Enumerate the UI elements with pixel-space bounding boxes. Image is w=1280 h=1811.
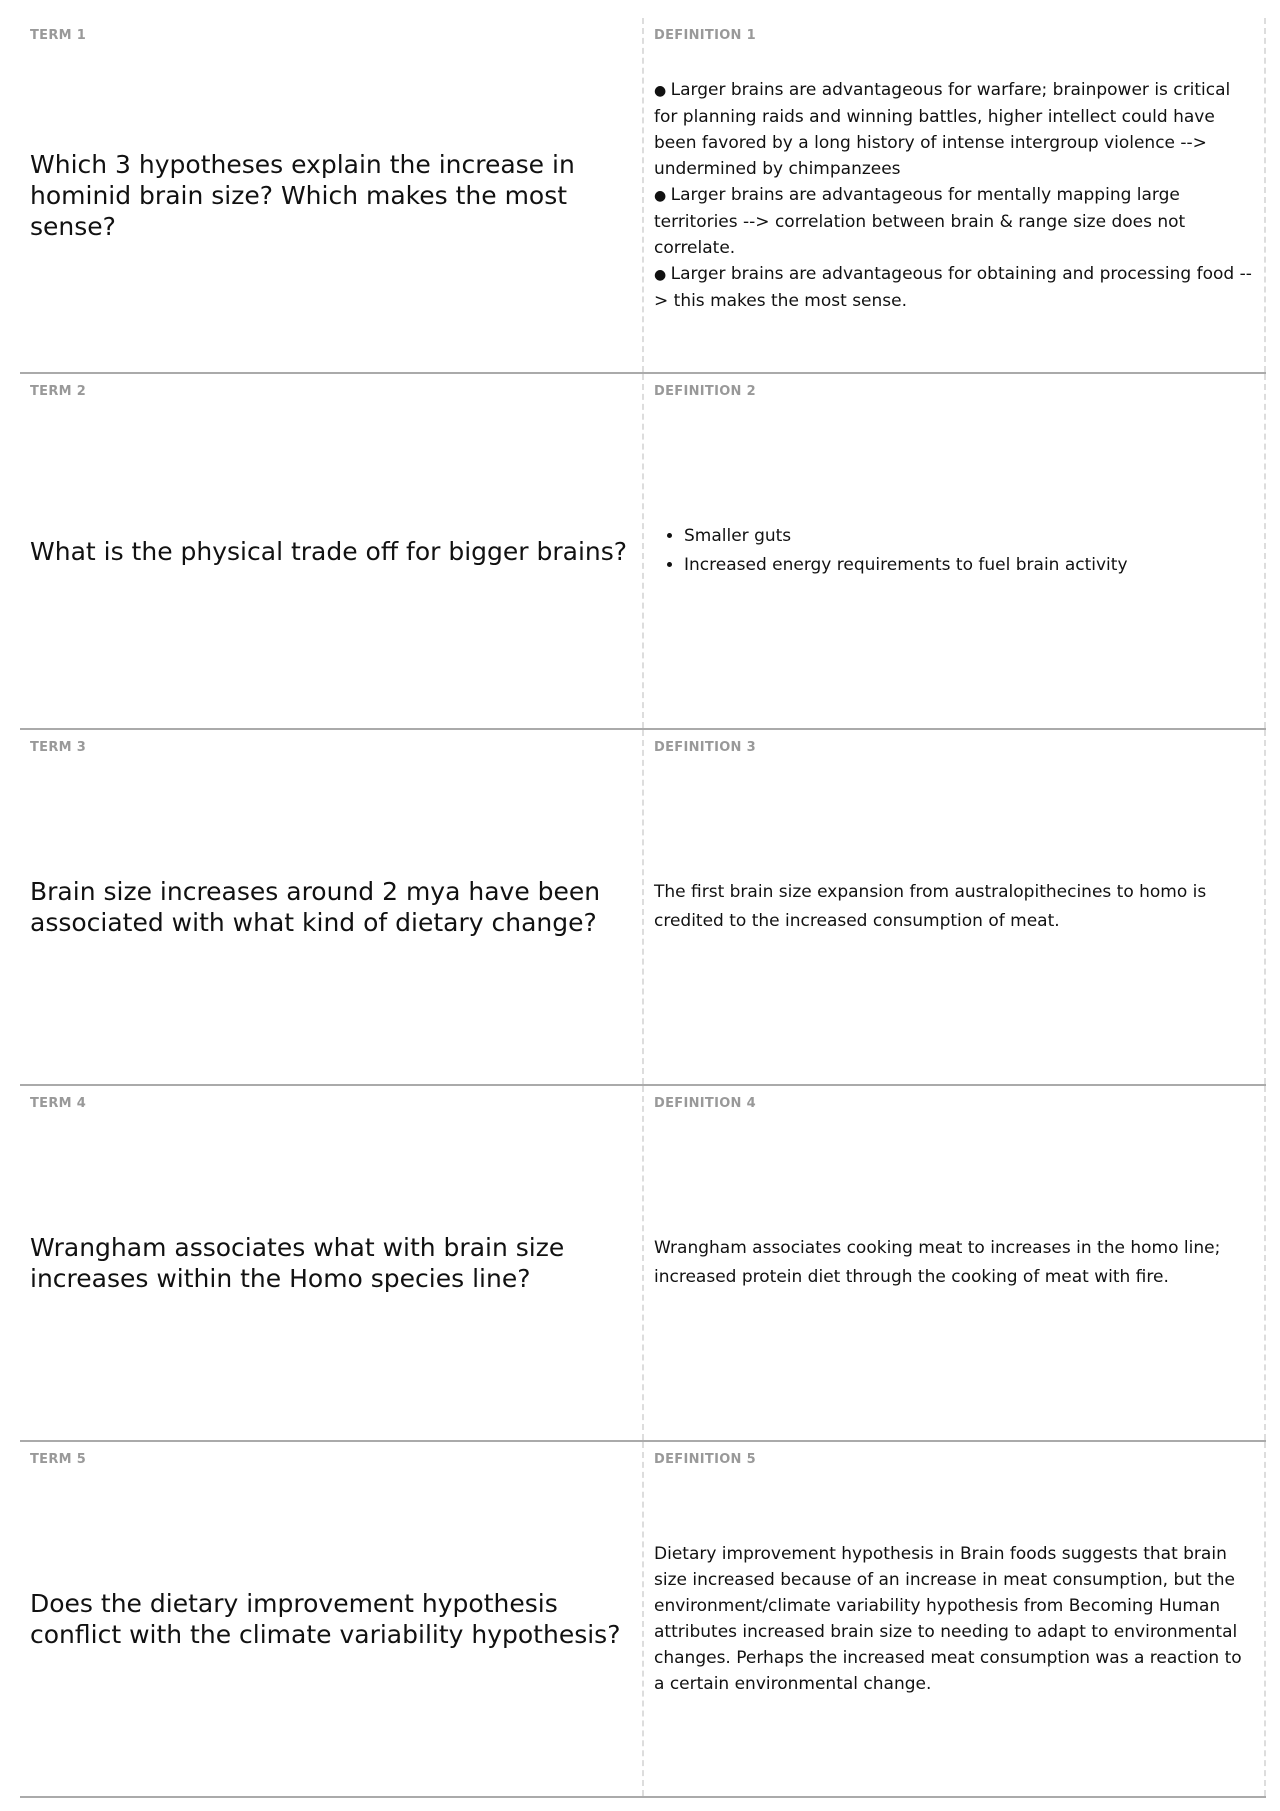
term-label: TERM 4 <box>30 1096 87 1111</box>
definition-cell <box>642 18 1266 372</box>
term-text: Does the dietary improvement hypothesis conflict with the climate variability hypothesis? <box>30 1589 621 1649</box>
term-cell <box>20 1442 642 1796</box>
bullet-paragraph <box>654 77 1254 182</box>
term-cell <box>20 730 642 1084</box>
bullet-text: Larger brains are advantageous for obtaining and processing food --> this makes the most sense. <box>654 263 1252 311</box>
flashcard-sheet <box>20 18 1266 1798</box>
bullet-text: Larger brains are advantageous for mentally mapping large territories --> correlation between brain & range size does not correlate. <box>654 184 1186 258</box>
bullet-icon: ● <box>654 266 671 283</box>
definition-text <box>654 77 1254 314</box>
definition-text: Dietary improvement hypothesis in Brain foods suggests that brain size increased because of an increase in meat consumption, but the environment/climate variability hypothesis from Becoming Human attributes increased brain size to needing to adapt to environmental changes. Perhaps the increased meat consumption was a reaction to a certain environmental change. <box>654 1544 1242 1694</box>
definition-label: DEFINITION 3 <box>654 740 756 755</box>
card-row-3 <box>20 730 1266 1086</box>
bullet-icon: ● <box>654 187 671 204</box>
bullet-paragraph <box>654 182 1254 261</box>
definition-cell <box>642 1086 1266 1440</box>
term-text: Brain size increases around 2 mya have been associated with what kind of dietary change? <box>30 877 601 937</box>
term-cell <box>20 374 642 728</box>
term-cell <box>20 1086 642 1440</box>
definition-text: Wrangham associates cooking meat to increases in the homo line; increased protein diet through the cooking of meat with fire. <box>654 1238 1221 1287</box>
list-item: • Increased energy requirements to fuel brain activity <box>684 551 1128 580</box>
definition-label: DEFINITION 2 <box>654 384 756 399</box>
bullet-text: Larger brains are advantageous for warfare; brainpower is critical for planning raids and winning battles, higher intellect could have been favored by a long history of intense intergroup violence --> undermined by chimpanzees <box>654 79 1231 179</box>
card-row-5 <box>20 1442 1266 1798</box>
term-text: What is the physical trade off for bigger brains? <box>30 536 628 566</box>
list-item: • Smaller guts <box>684 522 1128 551</box>
term-text: Wrangham associates what with brain size increases within the Homo species line? <box>30 1233 565 1293</box>
definition-cell <box>642 1442 1266 1796</box>
definition-cell <box>642 730 1266 1084</box>
definition-text: The first brain size expansion from australopithecines to homo is credited to the increased consumption of meat. <box>654 882 1207 931</box>
definition-label: DEFINITION 5 <box>654 1452 756 1467</box>
definition-label: DEFINITION 4 <box>654 1096 756 1111</box>
card-row-1 <box>20 18 1266 374</box>
bullet-icon: ● <box>654 82 671 99</box>
term-label: TERM 3 <box>30 740 87 755</box>
definition-label: DEFINITION 1 <box>654 28 756 43</box>
card-row-2 <box>20 374 1266 730</box>
term-label: TERM 1 <box>30 28 87 43</box>
card-row-4 <box>20 1086 1266 1442</box>
definition-cell <box>642 374 1266 728</box>
definition-list <box>654 522 1128 580</box>
bullet-paragraph <box>654 261 1254 314</box>
term-text: Which 3 hypotheses explain the increase in hominid brain size? Which makes the most sense? <box>30 149 575 241</box>
term-cell <box>20 18 642 372</box>
term-label: TERM 5 <box>30 1452 87 1467</box>
term-label: TERM 2 <box>30 384 87 399</box>
